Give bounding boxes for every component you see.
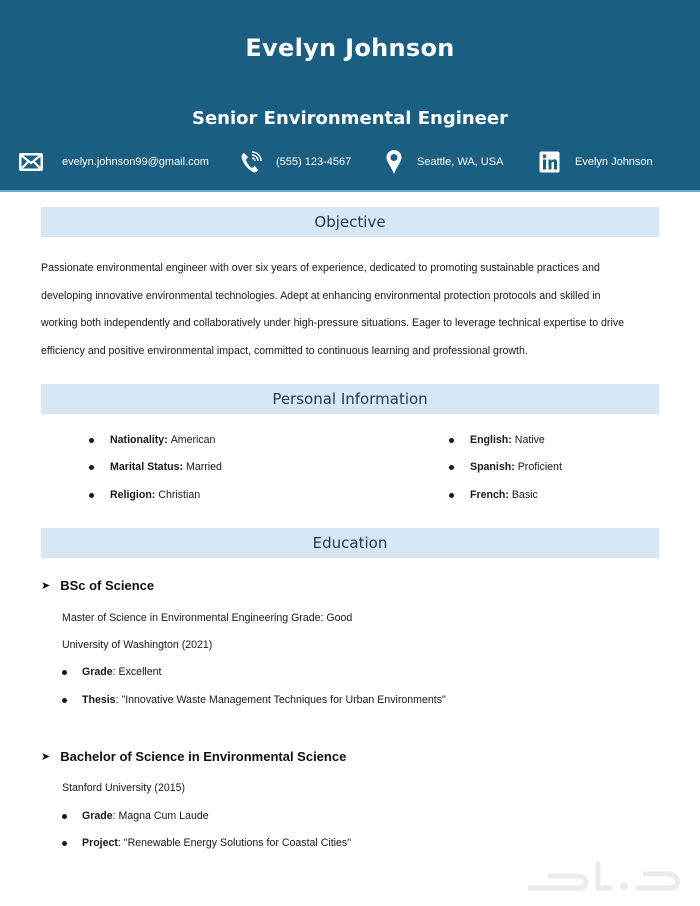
- bullet-icon: [62, 670, 67, 675]
- personal-label: Marital Status:: [110, 461, 183, 473]
- contact-location: [385, 148, 503, 176]
- personal-value: Married: [186, 461, 222, 473]
- personal-item-english: [449, 432, 545, 448]
- objective-line: developing innovative environmental technologies. Adept at enhancing environmental protection protocols and skilled in: [41, 289, 601, 302]
- bullet-value: : "Innovative Waste Management Techniques for Urban Environments": [115, 694, 446, 706]
- degree-title: BSc of Science: [60, 578, 155, 593]
- contact-email[interactable]: [18, 148, 209, 176]
- education-entry-title: [41, 577, 154, 595]
- objective-line: working both independently and collaboratively under high-pressure situations. Eager to leverage technical expertise to drive: [41, 317, 625, 329]
- education-detail-line: Stanford University (2015): [62, 782, 186, 794]
- personal-label: English:: [470, 434, 512, 446]
- location-text: Seattle, WA, USA: [417, 156, 504, 168]
- personal-value: Christian: [158, 489, 201, 501]
- personal-item-marital-status: [89, 459, 222, 475]
- education-bullet: [62, 664, 162, 680]
- education-detail-line: University of Washington (2021): [62, 639, 213, 651]
- personal-label: French:: [470, 489, 509, 501]
- arrow-bullet-icon: ➤: [41, 751, 51, 763]
- bullet-label: Grade: [82, 810, 113, 822]
- education-bullet: [62, 835, 351, 851]
- personal-value: Native: [514, 434, 545, 446]
- bullet-icon: [89, 465, 94, 470]
- personal-value: American: [170, 434, 216, 446]
- personal-value: Proficient: [517, 461, 562, 473]
- education-entry-title: [41, 748, 346, 766]
- bullet-icon: [449, 465, 454, 470]
- contact-phone[interactable]: [240, 148, 351, 176]
- envelope-icon: [18, 152, 44, 172]
- education-bullet: [62, 692, 446, 708]
- email-text: evelyn.johnson99@gmail.com: [62, 156, 209, 168]
- location-pin-icon: [385, 149, 403, 175]
- bullet-value: : "Renewable Energy Solutions for Coastal Cities": [117, 837, 351, 849]
- contact-linkedin[interactable]: [539, 148, 653, 176]
- objective-line: efficiency and positive environmental impact, committed to continuous learning and professional growth.: [41, 344, 528, 357]
- arrow-bullet-icon: ➤: [41, 580, 51, 592]
- linkedin-text: Evelyn Johnson: [575, 156, 653, 168]
- objective-line: Passionate environmental engineer with over six years of experience, dedicated to promoting sustainable practices and: [41, 262, 600, 274]
- personal-value: Basic: [511, 489, 538, 501]
- bullet-icon: [62, 814, 67, 819]
- education-bullet: [62, 808, 209, 824]
- degree-title: Bachelor of Science in Environmental Science: [60, 749, 347, 764]
- candidate-name: Evelyn Johnson: [245, 34, 455, 62]
- personal-label: Spanish:: [470, 461, 515, 473]
- section-heading-education: Education: [41, 528, 659, 558]
- bullet-icon: [449, 493, 454, 498]
- bullet-icon: [449, 438, 454, 443]
- bullet-icon: [89, 438, 94, 443]
- bullet-label: Thesis: [82, 694, 116, 706]
- bullet-value: : Magna Cum Laude: [112, 810, 209, 822]
- job-title: Senior Environmental Engineer: [192, 108, 508, 129]
- resume-header: [0, 0, 700, 192]
- bullet-label: Project: [82, 837, 118, 849]
- phone-icon: [240, 150, 262, 174]
- personal-label: Religion:: [110, 489, 156, 501]
- personal-item-religion: [89, 487, 200, 503]
- bullet-icon: [89, 493, 94, 498]
- bullet-value: : Excellent: [112, 666, 162, 678]
- bullet-icon: [62, 841, 67, 846]
- education-detail-line: Master of Science in Environmental Engineering Grade: Good: [62, 612, 353, 624]
- section-heading-objective: Objective: [41, 207, 659, 237]
- phone-text: (555) 123-4567: [276, 156, 352, 168]
- personal-item-spanish: [449, 459, 562, 475]
- personal-label: Nationality:: [110, 434, 168, 446]
- bullet-icon: [62, 698, 67, 703]
- objective-paragraph: [41, 255, 681, 365]
- personal-item-french: [449, 487, 538, 503]
- linkedin-icon: [539, 151, 560, 173]
- haraj-watermark-icon: [520, 858, 690, 892]
- section-heading-personal-information: Personal Information: [41, 384, 659, 414]
- bullet-label: Grade: [82, 666, 113, 678]
- personal-item-nationality: [89, 432, 215, 448]
